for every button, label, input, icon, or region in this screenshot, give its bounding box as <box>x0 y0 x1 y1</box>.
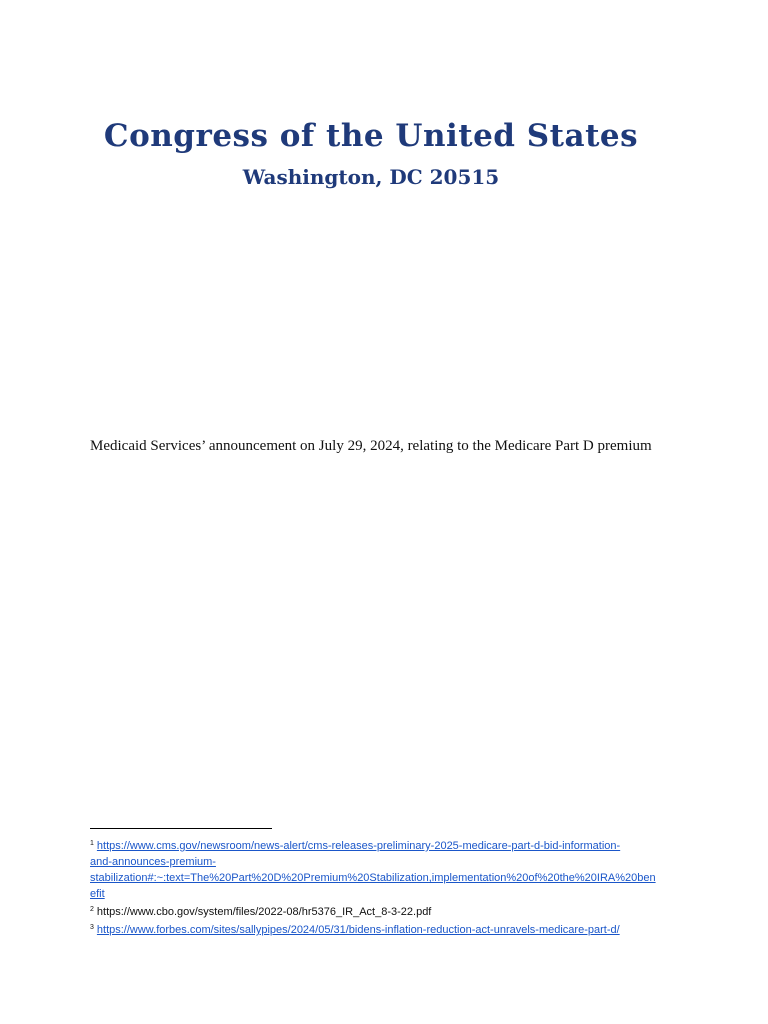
body-text-line: Medicaid Services’ announcement on July 29, 2024, relating to the Medicare Part D premium <box>90 438 652 454</box>
footnote-separator <box>90 828 272 829</box>
footnote-1-link[interactable]: https://www.cms.gov/newsroom/news-alert/cms-releases-preliminary-2025-medicare-part-d-bid-information- <box>96 840 621 852</box>
letterhead-title: Congress of the United States <box>103 118 639 154</box>
footnote-2-text: https://www.cbo.gov/system/files/2022-08/hr5376_IR_Act_8-3-22.pdf <box>96 906 432 918</box>
letterhead-subtitle: Washington, DC 20515 <box>242 165 500 189</box>
footnote-3 <box>90 920 690 938</box>
footnote-marker: 2 <box>90 906 94 913</box>
footnote-1 <box>90 836 690 902</box>
footnote-1-link[interactable]: efit <box>90 888 105 900</box>
footnote-marker: 3 <box>90 924 94 931</box>
footnote-2 <box>90 902 690 920</box>
footnote-3-link[interactable]: https://www.forbes.com/sites/sallypipes/2024/05/31/bidens-inflation-reduction-act-unravels-medicare-part-d/ <box>96 924 620 936</box>
footnotes <box>90 836 690 938</box>
footnote-1-link[interactable]: stabilization#:~:text=The%20Part%20D%20Premium%20Stabilization,implementation%20of%20the%20IRA%20ben <box>90 872 656 884</box>
footnote-1-link[interactable]: and-announces-premium- <box>90 856 216 868</box>
footnote-marker: 1 <box>90 840 94 847</box>
